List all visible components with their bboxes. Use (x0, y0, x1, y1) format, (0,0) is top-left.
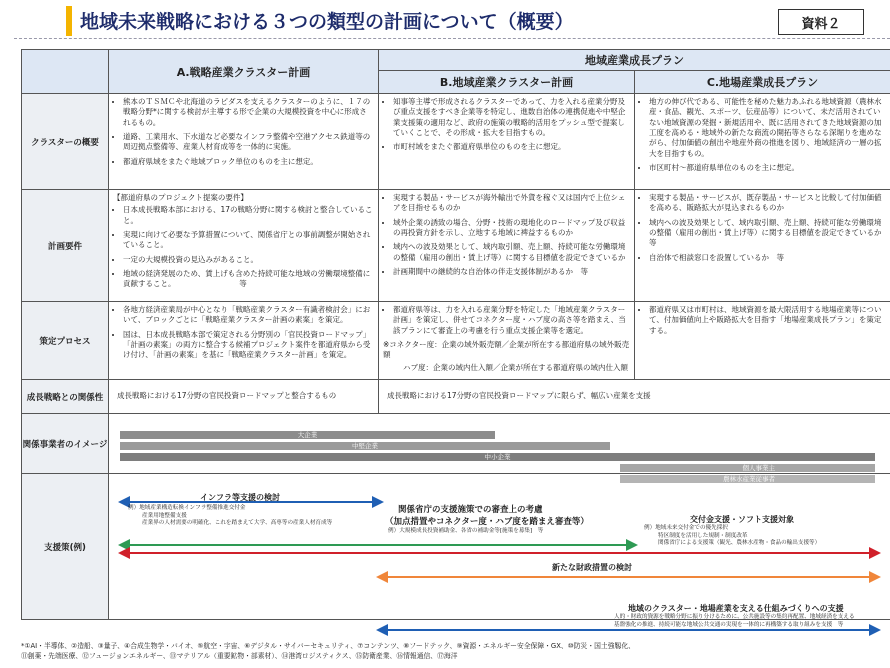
bar-sme: 中小企業 (120, 453, 875, 461)
process-a-item: • 国は、日本成長戦略本部で策定される分野別の「官民投資ロードマップ」「計画の素案」の両方に整合する候補プロジェクト案件を都道府県から受け付け、「計画の素案」を基に「戦略産業クラスター計画」を策定。 (123, 330, 374, 361)
requirements-c-item: • 自治体で相談窓口を設置しているか 等 (649, 253, 886, 263)
grant-item: 例）地域未来交付金での優先採択 (644, 525, 728, 531)
requirements-b-item: • 域外企業の誘致の場合、分野・技術の現地化のロードマップ及び収益の再投資方針を示し、立地する地域に裨益するものか (393, 218, 630, 239)
process-c (635, 302, 890, 380)
requirements-b-item: • 域内への波及効果として、域内取引額、売上額、持続可能な労働環境の整備（雇用の創出・賃上げ等）に関する目標値を設定できているか (393, 242, 630, 263)
footnote-line: ⑪創薬・先端医療、⑫フュージョンエネルギー、⑬マテリアル（重要鉱物・部素材）、⑭港湾ロジスティクス、⑮防衛産業、⑯情報通信、⑰海洋 (21, 651, 458, 660)
process-b-note: ※コネクター度：企業の域外販売額／企業が所在する都道府県の域外販売額 (383, 340, 630, 360)
overview-b (379, 94, 635, 190)
row-label-requirements: 計画要件 (22, 190, 109, 302)
infra-title: インフラ等支援の検討 (200, 493, 280, 502)
review-items: 例）大規模成長投資補助金、各省の補助金等[施策を募集] 等 (388, 528, 544, 534)
review-title: 関係省庁の支援施策での審査上の考慮 (398, 505, 543, 515)
grant-item: 関係省庁による支援策（観光、農林水産物・食品の輸出支援等） (658, 540, 821, 547)
requirements-c-item: • 実現する製品・サービスが、既存製品・サービスと比較して付加価値を高める、販路拡大が見込まれるものか (649, 193, 886, 214)
overview-c (635, 94, 890, 190)
footnote-line: *①AI・半導体、②造船、③量子、④合成生物学・バイオ、⑤航空・宇宙、⑥デジタル・サイバーセキュリティ、⑦コンテンツ、⑧フードテック、⑨資源・エネルギー安全保障・GX、⑩防災・国土強靱化、 (21, 642, 635, 650)
process-c-item: • 都道府県又は市町村は、地域資源を最大限活用する地場産業等について、付加価値向上や販路拡大を目指す「地場産業成長プラン」を策定する。 (649, 305, 886, 336)
overview-c-item: • 地方の伸び代である、可能性を秘めた魅力あふれる地域資源（農林水産・食品、観光、スポーツ、伝産品等）について、未だ活用されていない地域資源の発掘・新規活用や、既に活用されてきた地域資源の加工度を高める・地域外の新たな商流の開拓等さらなる深堀りを進めながら、付加価値の創出や地産外商の推進を図り、地域経済の一層の拡大を目指すもの。 (649, 97, 886, 159)
title-divider (14, 38, 890, 39)
grant-items (644, 525, 820, 548)
strategy-a: 成長戦略における17分野の官民投資ロードマップと整合するもの (109, 380, 379, 414)
process-b-note: ハブ度：企業の域内仕入額／企業が所在する都道府県の域内仕入額 (403, 362, 628, 372)
infra-item: 産業界の人材需要の明確化、これを踏まえて大学、高専等の産業人材育成等 (142, 520, 333, 527)
overview-a-item: • 熊本のＴＳＭＣや北海道のラピダスを支えるクラスターのように、１７の戦略分野*に関する検討が主導する形で企業の大規模投資を中心に形成されるもの。 (123, 97, 374, 128)
row-label-businesses: 関係事業者のイメージ (22, 414, 109, 474)
network-items (614, 614, 855, 629)
requirements-b (379, 190, 635, 302)
requirements-a-item: • 日本成長戦略本部における、17の戦略分野に関する検討と整合していること。 (123, 205, 374, 226)
bar-midsize-enterprise: 中堅企業 (120, 442, 610, 450)
infra-item: 産業用地整備支援 (142, 512, 187, 519)
row-label-process: 策定プロセス (22, 302, 109, 380)
corner-cell (22, 50, 109, 94)
grant-title: 交付金支援・ソフト支援対象 (690, 515, 794, 524)
overview-a-item: • 都道府県域をまたぐ地域ブロック単位のものを主に想定。 (123, 157, 374, 167)
overview-b-item: • 市町村域をまたぐ都道府県単位のものを主に想定。 (393, 142, 630, 152)
column-group-header: 地域産業成長プラン (379, 50, 890, 71)
requirements-a-item: • 実現に向けて必要な予算措置について、関係省庁との事前調整が開始されていること。 (123, 230, 374, 251)
column-header-b: B.地域産業クラスター計画 (379, 71, 635, 94)
row-label-strategy: 成長戦略との関係性 (22, 380, 109, 414)
page-title: 地域未来戦略における３つの類型の計画について（概要） (80, 11, 574, 33)
requirements-a (109, 190, 379, 302)
process-a (109, 302, 379, 380)
infra-items (128, 505, 332, 528)
network-item: 人的・財政的資源を戦略分野に振り分けるために、公共施設等の集約再配置、地域経済を支える (614, 614, 855, 620)
review-subtitle: （加点措置やコネクター度・ハブ度を踏まえ審査等） (385, 517, 589, 527)
process-b-item: • 都道府県等は、力を入れる産業分野を特定した「地域産業クラスター計画」を策定し、併せてコネクター度・ハブ度の高さ等を踏まえ、当該プランにて審査上の考慮を行う重点支援企業等を選定。 (393, 305, 630, 336)
strategy-bc: 成長戦略における17分野の官民投資ロードマップに限らず、幅広い産業を支援 (379, 380, 890, 414)
title-accent-bar (66, 6, 72, 36)
network-title: 地域のクラスター・地場産業を支える仕組みづくりへの支援 (628, 604, 844, 613)
network-item: 基盤強化の推進、持続可能な地域公共交通の実現を一体的に再構築する取り組みを支援 等 (614, 621, 844, 628)
requirements-a-item: • 一定の大規模投資の見込みがあること。 (123, 255, 374, 265)
process-b (379, 302, 635, 380)
bar-large-enterprise: 大企業 (120, 431, 495, 439)
requirements-a-item: • 地域の経済発展のため、賃上げも含めた持続可能な地域の労働環境整備に貢献すること。 等 (123, 269, 374, 290)
bar-farmers: 農林水産業従事者 (620, 475, 875, 483)
overview-a (109, 94, 379, 190)
bar-sole-proprietor: 個人事業主 (620, 464, 875, 472)
overview-b-item: • 知事等主導で形成されるクラスターであって、力を入れる産業分野及び重点支援をすべき企業等を特定し、進数自治体の連携促進や中堅企業支援策の適用など、政府の施策の戦略的活用をプッシュ型で提案していくことで、その形成・拡大を目指すもの。 (393, 97, 630, 138)
grant-item: 特区制度を活用した規制・制度改革 (658, 532, 748, 539)
fiscal-title: 新たな財政措置の検討 (552, 563, 632, 572)
requirements-c (635, 190, 890, 302)
row-label-overview: クラスターの概要 (22, 94, 109, 190)
column-header-a: A.戦略産業クラスター計画 (109, 50, 379, 94)
overview-a-item: • 道路、工業用水、下水道など必要なインフラ整備や空港アクセス鉄道等の周辺拠点整備等、産業人材育成等を一体的に実施。 (123, 132, 374, 153)
requirements-b-item: • 実現する製品・サービスが海外輸出で外貨を稼ぐ又は国内で上位シェアを目指せるものか (393, 193, 630, 214)
overview-c-item: • 市区町村～都道府県単位のものを主に想定。 (649, 163, 886, 173)
footnote (21, 642, 881, 662)
infra-item: 例）地域産業構造転換インフラ整備推進交付金 (128, 505, 246, 511)
requirements-b-item: • 計画期間中の継続的な自治体の伴走支援体制があるか 等 (393, 267, 630, 277)
requirements-a-heading: 【都道府県のプロジェクト提案の要件】 (113, 193, 248, 202)
requirements-c-item: • 域内への波及効果として、域内取引額、売上額、持続可能な労働環境の整備（雇用の創出・賃上げ等）に関する目標値を設定できているか 等 (649, 218, 886, 249)
document-badge: 資料２ (778, 9, 864, 35)
column-header-c: C.地場産業成長プラン (635, 71, 890, 94)
process-a-item: • 各地方経済産業局が中心となり「戦略産業クラスター有識者検討会」において、ブロックごとに「戦略産業クラスター計画の素案」を策定。 (123, 305, 374, 326)
row-label-support: 支援策(例) (22, 474, 109, 620)
